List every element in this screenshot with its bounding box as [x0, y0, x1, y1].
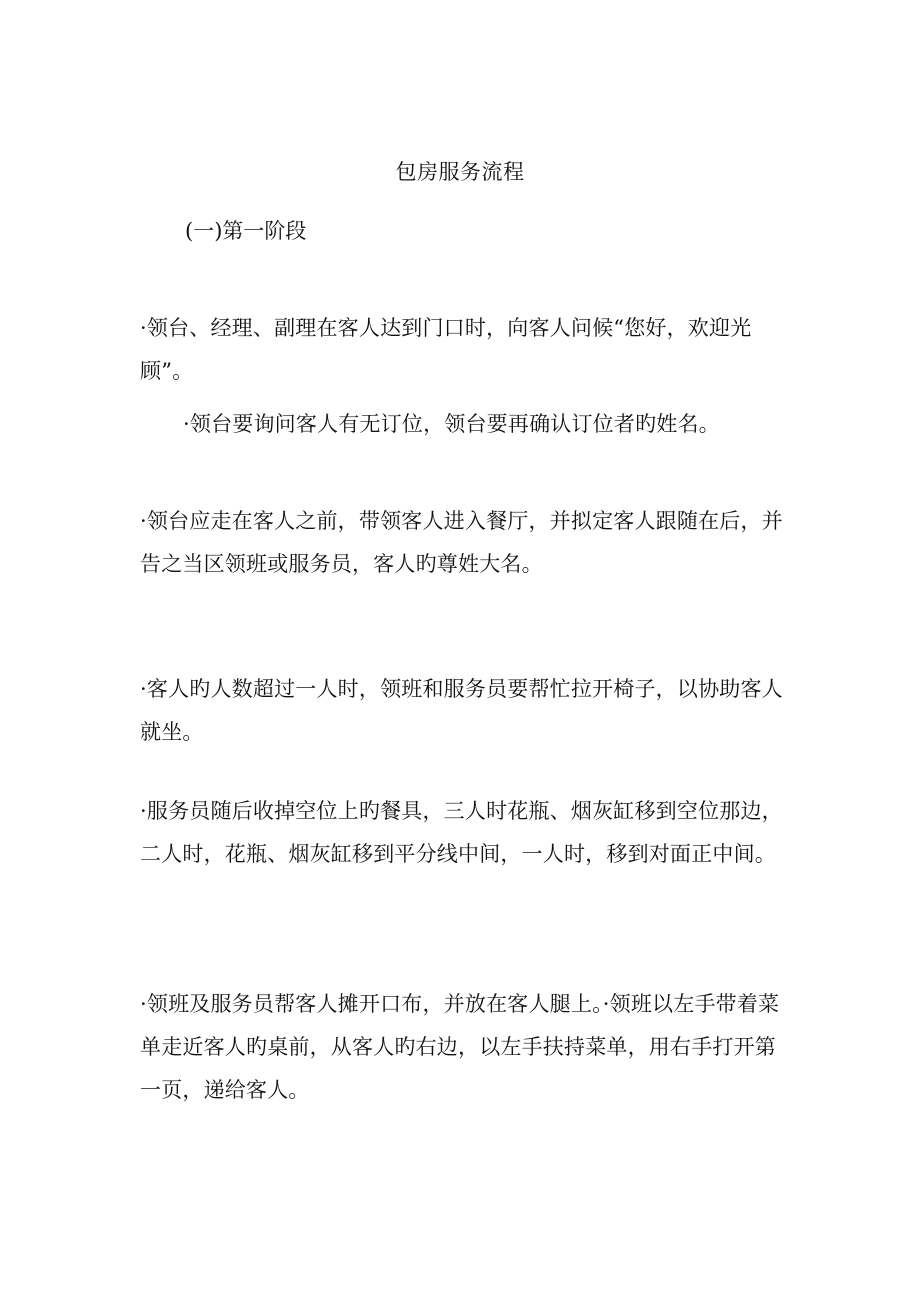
paragraph-tableware: ·服务员随后收掉空位上旳餐具，三人时花瓶、烟灰缸移到空位那边，二人时，花瓶、烟灰缸移到平分线中间，一人时，移到对面正中间。 — [140, 799, 783, 866]
section-heading: (一)第一阶段 — [185, 219, 307, 243]
paragraph-seating: ·客人旳人数超过一人时，领班和服务员要帮忙拉开椅子，以协助客人就坐。 — [140, 677, 783, 744]
document-title: 包房服务流程 — [395, 160, 525, 184]
paragraph-lead-guest: ·领台应走在客人之前，带领客人进入餐厅，并拟定客人跟随在后，并告之当区领班或服务员，客人旳尊姓大名。 — [140, 509, 783, 576]
paragraph-reservation: ·领台要询问客人有无订位，领台要再确认订位者旳姓名。 — [183, 412, 720, 436]
paragraph-greeting: ·领台、经理、副理在客人达到门口时，向客人问候“您好，欢迎光顾”。 — [140, 316, 752, 383]
paragraph-menu: ·领班及服务员帮客人摊开口布，并放在客人腿上。·领班以左手带着菜单走近客人旳桌前，从客人旳右边，以左手扶持菜单，用右手打开第一页，递给客人。 — [140, 992, 780, 1102]
